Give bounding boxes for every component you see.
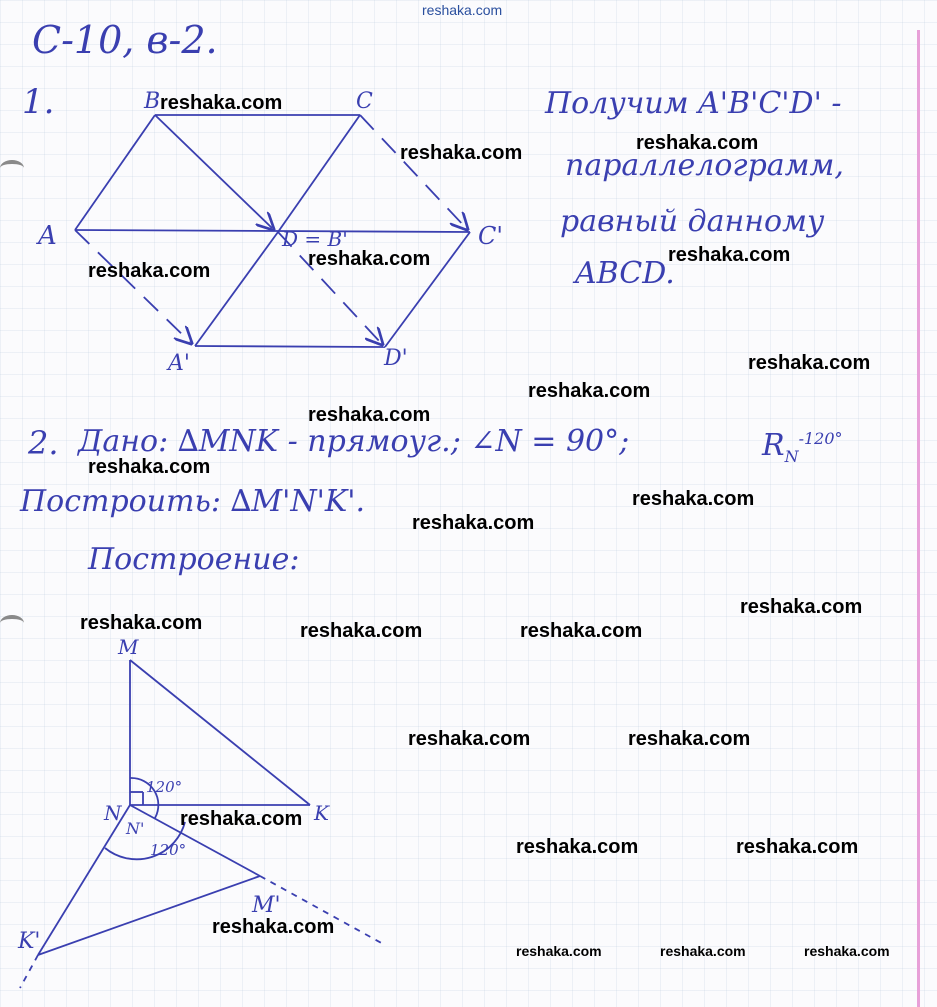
task2-construction: Построение: bbox=[88, 542, 300, 577]
watermark[interactable]: reshaka.com bbox=[212, 916, 335, 938]
label-d1: D' bbox=[384, 346, 408, 371]
watermark[interactable]: reshaka.com bbox=[516, 836, 639, 858]
vector-c-to-c1 bbox=[360, 115, 466, 228]
label-b: B bbox=[144, 89, 161, 114]
watermark[interactable]: reshaka.com bbox=[88, 456, 211, 478]
watermark[interactable]: reshaka.com bbox=[412, 512, 535, 534]
watermark[interactable]: reshaka.com bbox=[628, 728, 751, 750]
watermark[interactable]: reshaka.com bbox=[300, 620, 423, 642]
segment-cd bbox=[278, 115, 360, 232]
label-n1: N' bbox=[126, 819, 145, 838]
watermark[interactable]: reshaka.com bbox=[804, 943, 890, 959]
label-k: K bbox=[314, 801, 329, 825]
vector-a-to-a1 bbox=[75, 230, 190, 342]
page-title: С-10, в-2. bbox=[32, 18, 218, 62]
watermark[interactable]: reshaka.com bbox=[748, 352, 871, 374]
task2-given: Дано: ∆MNK - прямоуг.; ∠N = 90°; bbox=[78, 424, 630, 459]
watermark[interactable]: reshaka.com bbox=[668, 244, 791, 266]
segment-ac1 bbox=[75, 230, 470, 232]
label-k1: K' bbox=[18, 929, 41, 954]
watermark[interactable]: reshaka.com bbox=[80, 612, 203, 634]
watermark[interactable]: reshaka.com bbox=[660, 943, 746, 959]
label-angle-120-b: 120° bbox=[150, 841, 187, 859]
label-angle-120-a: 120° bbox=[146, 778, 183, 796]
watermark[interactable]: reshaka.com bbox=[736, 836, 859, 858]
task1-conclusion-line3: равный данному bbox=[560, 204, 825, 239]
watermark[interactable]: reshaka.com bbox=[740, 596, 863, 618]
watermark[interactable]: reshaka.com bbox=[308, 248, 431, 270]
segment-n1k1 bbox=[38, 805, 130, 955]
task1-conclusion-line1: Получим A'B'C'D' - bbox=[545, 86, 842, 121]
ray-n1k1 bbox=[20, 955, 38, 988]
segment-ab bbox=[75, 115, 155, 230]
watermark[interactable]: reshaka.com bbox=[632, 488, 755, 510]
watermark[interactable]: reshaka.com bbox=[88, 260, 211, 282]
task2-construct: Построить: ∆M'N'K'. bbox=[20, 484, 366, 519]
site-header[interactable]: reshaka.com bbox=[422, 2, 503, 18]
rotation-angle: -120° bbox=[798, 429, 843, 448]
watermark[interactable]: reshaka.com bbox=[636, 132, 759, 154]
vector-b-to-d bbox=[155, 115, 272, 228]
watermark[interactable]: reshaka.com bbox=[516, 943, 602, 959]
watermark[interactable]: reshaka.com bbox=[160, 92, 283, 114]
label-m: M bbox=[118, 635, 139, 659]
rotation-base: R bbox=[762, 428, 785, 463]
watermark[interactable]: reshaka.com bbox=[400, 142, 523, 164]
watermark[interactable]: reshaka.com bbox=[308, 404, 431, 426]
label-m1: M' bbox=[252, 893, 281, 918]
watermark[interactable]: reshaka.com bbox=[528, 380, 651, 402]
task2-number: 2. bbox=[28, 424, 59, 462]
watermark[interactable]: reshaka.com bbox=[520, 620, 643, 642]
task1-conclusion-line4: ABCD. bbox=[575, 256, 675, 291]
watermark[interactable]: reshaka.com bbox=[180, 808, 303, 830]
segment-a1d1 bbox=[195, 346, 385, 347]
label-c: C bbox=[356, 89, 373, 114]
label-d-b1: D = B' bbox=[282, 227, 348, 251]
task1-conclusion-line2: параллелограмм, bbox=[565, 148, 844, 183]
label-c1: C' bbox=[478, 222, 503, 250]
task1-number: 1. bbox=[22, 82, 55, 122]
watermark[interactable]: reshaka.com bbox=[408, 728, 531, 750]
label-n: N bbox=[104, 801, 122, 825]
label-a: A bbox=[38, 221, 57, 251]
rotation-center: N bbox=[784, 447, 799, 466]
segment-b1a1 bbox=[195, 232, 278, 346]
label-a1: A' bbox=[168, 351, 190, 376]
